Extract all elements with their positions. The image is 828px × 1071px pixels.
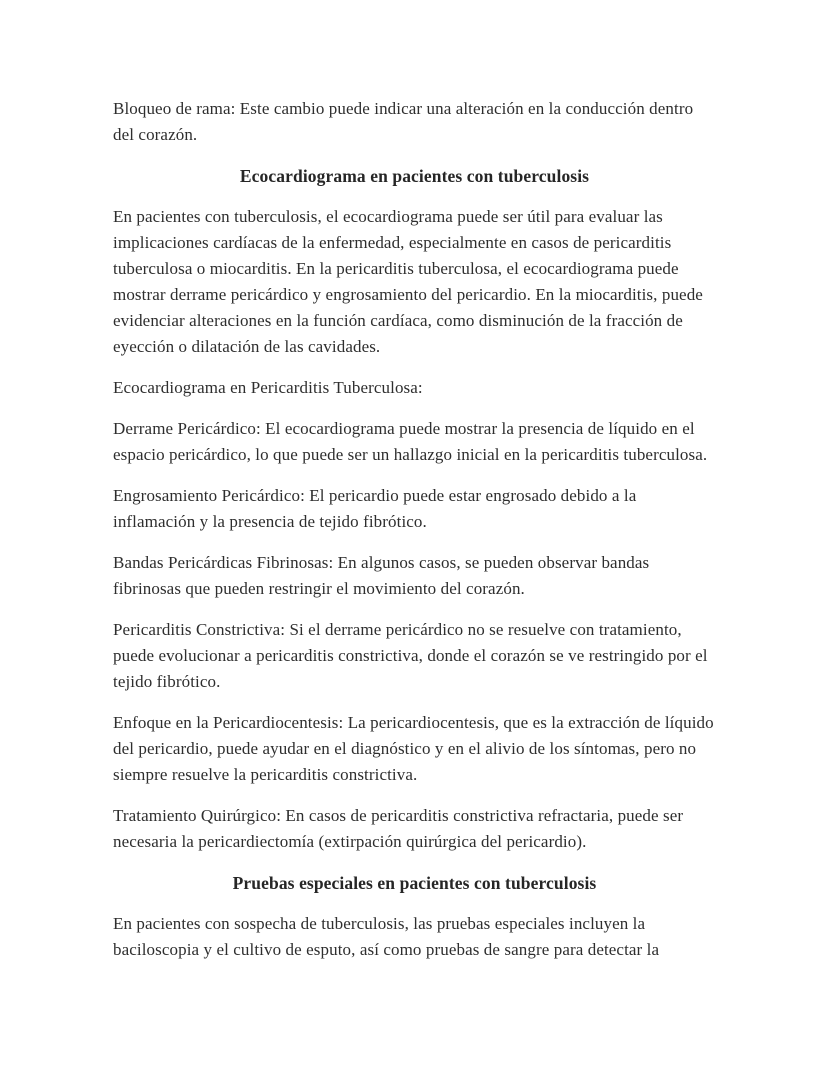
paragraph-bloqueo-de-rama: Bloqueo de rama: Este cambio puede indicar una alteración en la conducción dentro del corazón.: [113, 99, 694, 144]
paragraph-pericarditis-constrictiva: Pericarditis Constrictiva: Si el derrame pericárdico no se resuelve con tratamiento, puede evolucionar a pericarditis constrictiva, donde el corazón se ve restringido por el tejido fibrótico.: [113, 620, 708, 691]
heading-pruebas-especiales: Pruebas especiales en pacientes con tuberculosis: [232, 873, 597, 893]
paragraph-ecocardiograma-intro: En pacientes con tuberculosis, el ecocardiograma puede ser útil para evaluar las implicaciones cardíacas de la enfermedad, especialmente en casos de pericarditis tuberculosa o miocarditis. En la pericarditis tuberculosa, el ecocardiograma puede mostrar derrame pericárdico y engrosamiento del pericardio. En la miocarditis, puede evidenciar alteraciones en la función cardíaca, como disminución de la fracción de eyección o dilatación de las cavidades.: [113, 207, 703, 356]
paragraph-bandas-pericardicas: Bandas Pericárdicas Fibrinosas: En algunos casos, se pueden observar bandas fibrinosas que pueden restringir el movimiento del corazón.: [113, 553, 650, 598]
heading-ecocardiograma-tuberculosis: Ecocardiograma en pacientes con tuberculosis: [239, 166, 590, 186]
paragraph-derrame-pericardico: Derrame Pericárdico: El ecocardiograma puede mostrar la presencia de líquido en el espacio pericárdico, lo que puede ser un hallazgo inicial en la pericarditis tuberculosa.: [113, 419, 708, 464]
paragraph-pericardiocentesis: Enfoque en la Pericardiocentesis: La pericardiocentesis, que es la extracción de líquido del pericardio, puede ayudar en el diagnóstico y en el alivio de los síntomas, pero no siempre resuelve la pericarditis constrictiva.: [113, 713, 714, 784]
paragraph-pericarditis-tuberculosa-label: Ecocardiograma en Pericarditis Tuberculosa:: [113, 378, 423, 397]
paragraph-pruebas-especiales-intro: En pacientes con sospecha de tuberculosis, las pruebas especiales incluyen la baciloscopia y el cultivo de esputo, así como pruebas de sangre para detectar la: [113, 914, 660, 959]
paragraph-engrosamiento-pericardico: Engrosamiento Pericárdico: El pericardio puede estar engrosado debido a la inflamación y la presencia de tejido fibrótico.: [113, 486, 637, 531]
paragraph-tratamiento-quirurgico: Tratamiento Quirúrgico: En casos de pericarditis constrictiva refractaria, puede ser necesaria la pericardiectomía (extirpación quirúrgica del pericardio).: [113, 806, 684, 851]
